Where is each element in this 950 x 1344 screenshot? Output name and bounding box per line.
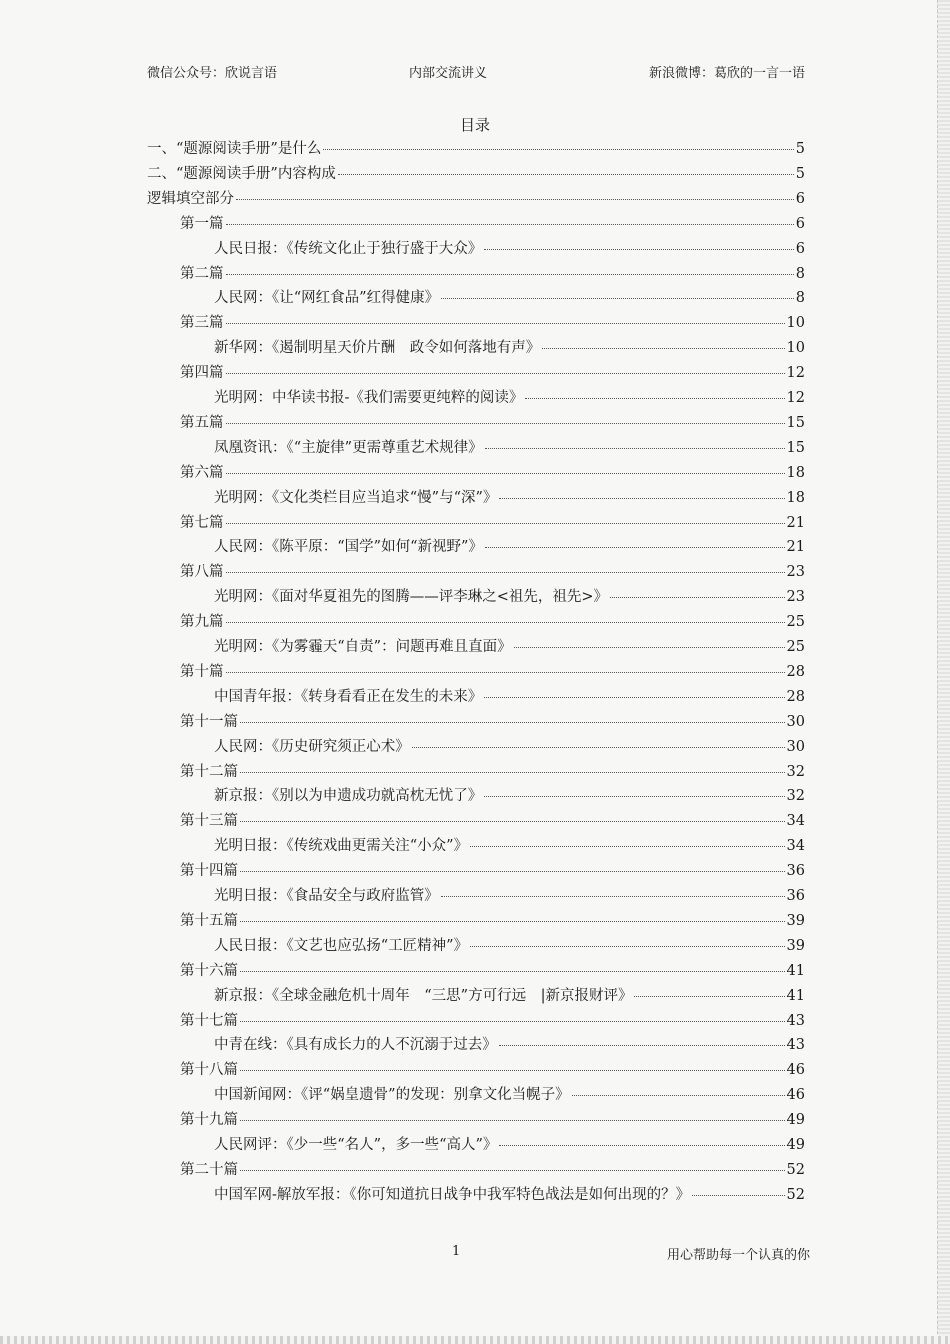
toc-dot-leader — [485, 448, 785, 449]
toc-entry-label: 第十二篇 — [180, 763, 238, 780]
toc-dot-leader — [499, 498, 784, 499]
page-bottom-edge — [0, 1336, 950, 1344]
toc-dot-leader — [226, 672, 785, 673]
toc-entry[interactable] — [180, 1158, 805, 1180]
toc-entry-label: 光明网：《文化类栏目应当追求“慢”与“深”》 — [214, 489, 498, 506]
toc-entry[interactable] — [214, 884, 805, 906]
toc-entry-page: 49 — [786, 1112, 805, 1129]
toc-dot-leader — [484, 796, 784, 797]
toc-entry[interactable] — [180, 411, 805, 433]
toc-dot-leader — [441, 896, 785, 897]
toc-entry-page: 28 — [786, 663, 805, 680]
toc-dot-leader — [226, 224, 794, 225]
toc-entry[interactable] — [180, 361, 805, 383]
toc-entry-page: 49 — [786, 1137, 805, 1153]
page-number: 1 — [452, 1244, 461, 1259]
toc-entry-label: 第十八篇 — [180, 1062, 238, 1079]
toc-entry-label: 新京报：《全球金融危机十周年 “三思”方可行远 |新京报财评》 — [214, 987, 633, 1004]
toc-entry[interactable] — [180, 560, 805, 582]
toc-entry[interactable] — [214, 336, 805, 358]
toc-entry-label: 一、“题源阅读手册”是什么 — [147, 141, 322, 157]
toc-entry[interactable] — [180, 1108, 805, 1130]
toc-dot-leader — [240, 821, 785, 822]
toc-entry-page: 43 — [786, 1012, 805, 1029]
toc-dot-leader — [514, 647, 785, 648]
toc-entry-page: 23 — [786, 589, 805, 606]
toc-entry-label: 人民网：《历史研究须正心术》 — [214, 738, 410, 755]
toc-entry[interactable] — [180, 262, 805, 284]
toc-entry-page: 21 — [786, 514, 805, 531]
toc-entry-page: 6 — [795, 215, 805, 232]
toc-entry-label: 中青在线：《具有成长力的人不沉溺于过去》 — [214, 1037, 497, 1054]
toc-entry-page: 32 — [786, 788, 805, 805]
toc-entry-label: 中国青年报：《转身看看正在发生的未来》 — [214, 688, 483, 705]
toc-entry-page: 36 — [786, 863, 805, 880]
toc-entry-label: 光明日报：《传统戏曲更需关注“小众”》 — [214, 838, 469, 855]
toc-entry[interactable] — [180, 212, 805, 234]
toc-entry-page: 39 — [786, 912, 805, 929]
toc-entry-label: 第十四篇 — [180, 863, 238, 880]
toc-dot-leader — [525, 398, 784, 399]
toc-dot-leader — [499, 1145, 784, 1146]
toc-entry[interactable] — [180, 311, 805, 333]
toc-entry-label: 中国军网-解放军报：《你可知道抗日战争中我军特色战法是如何出现的？》 — [214, 1186, 691, 1203]
toc-entry[interactable] — [180, 959, 805, 981]
toc-dot-leader — [499, 1045, 785, 1046]
toc-dot-leader — [610, 597, 785, 598]
toc-entry-page: 6 — [795, 190, 805, 207]
toc-entry-label: 第十篇 — [180, 663, 224, 680]
toc-entry-page: 12 — [786, 365, 805, 382]
toc-entry-page: 12 — [786, 390, 805, 406]
toc-entry-page: 6 — [795, 240, 805, 257]
toc-entry-label: 第六篇 — [180, 464, 224, 481]
header-center-title: 内部交流讲义 — [409, 66, 488, 81]
page-header — [147, 62, 805, 82]
toc-entry-page: 36 — [786, 888, 805, 904]
toc-entry-label: 人民日报：《文艺也应弘扬“工匠精神”》 — [214, 937, 469, 954]
toc-entry-page: 5 — [795, 165, 805, 182]
toc-entry-label: 中国新闻网：《评“娲皇遗骨”的发现：别拿文化当幌子》 — [214, 1087, 570, 1104]
toc-entry[interactable] — [214, 1033, 805, 1055]
toc-entry-page: 41 — [786, 962, 805, 979]
toc-entry-label: 第十六篇 — [180, 962, 238, 979]
toc-dot-leader — [226, 274, 794, 275]
toc-entry[interactable] — [214, 237, 805, 259]
toc-entry[interactable] — [180, 660, 805, 682]
toc-dot-leader — [236, 199, 794, 200]
toc-dot-leader — [412, 747, 785, 748]
toc-dot-leader — [240, 1021, 785, 1022]
toc-entry-page: 25 — [786, 614, 805, 631]
toc-entry[interactable] — [214, 1133, 805, 1155]
toc-entry-label: 新京报：《别以为申遗成功就高枕无忧了》 — [214, 788, 483, 805]
toc-entry-page: 41 — [786, 987, 805, 1004]
toc-entry-label: 第三篇 — [180, 315, 224, 332]
toc-entry-page: 18 — [786, 489, 805, 506]
toc-entry-page: 46 — [786, 1062, 805, 1079]
toc-dot-leader — [226, 373, 785, 374]
toc-dot-leader — [542, 348, 784, 349]
toc-entry[interactable] — [180, 511, 805, 533]
toc-entry-page: 15 — [786, 439, 805, 456]
toc-entry-label: 第十一篇 — [180, 713, 238, 730]
toc-entry-label: 人民网：《陈平原：“国学”如何“新视野”》 — [214, 539, 483, 556]
toc-entry[interactable] — [147, 137, 805, 159]
toc-entry-page: 5 — [795, 141, 805, 157]
toc-entry[interactable] — [180, 859, 805, 881]
toc-entry[interactable] — [214, 1183, 805, 1205]
toc-entry-page: 10 — [786, 340, 805, 357]
toc-entry[interactable] — [214, 286, 805, 308]
toc-entry[interactable] — [214, 784, 805, 806]
toc-entry-page: 34 — [786, 838, 805, 855]
toc-entry-label: 第四篇 — [180, 365, 224, 382]
toc-entry-label: 光明日报：《食品安全与政府监管》 — [214, 888, 439, 904]
toc-entry-label: 凤凰资讯：《“主旋律”更需尊重艺术规律》 — [214, 439, 483, 456]
toc-entry-label: 第十七篇 — [180, 1012, 238, 1029]
toc-dot-leader — [692, 1195, 784, 1196]
toc-entry-page: 43 — [786, 1037, 805, 1054]
toc-entry[interactable] — [180, 809, 805, 831]
toc-dot-leader — [240, 971, 785, 972]
toc-entry-page: 52 — [786, 1186, 805, 1203]
toc-title: 目录 — [459, 116, 490, 134]
toc-entry-label: 第二十篇 — [180, 1161, 238, 1178]
toc-dot-leader — [240, 1120, 785, 1121]
toc-entry[interactable] — [180, 1058, 805, 1080]
toc-entry[interactable] — [214, 386, 805, 408]
toc-dot-leader — [226, 323, 785, 324]
toc-dot-leader — [226, 423, 785, 424]
toc-dot-leader — [338, 174, 794, 175]
toc-entry-page: 8 — [795, 290, 805, 307]
toc-dot-leader — [240, 722, 785, 723]
toc-entry[interactable] — [180, 610, 805, 632]
toc-entry-label: 第一篇 — [180, 215, 224, 232]
toc-dot-leader — [240, 772, 785, 773]
toc-entry[interactable] — [180, 1009, 805, 1031]
toc-entry[interactable] — [214, 685, 805, 707]
toc-entry[interactable] — [214, 984, 805, 1006]
toc-entry[interactable] — [180, 461, 805, 483]
toc-entry-label: 第五篇 — [180, 414, 224, 431]
toc-entry-page: 25 — [786, 639, 805, 655]
toc-entry-label: 第十五篇 — [180, 912, 238, 929]
toc-entry-page: 46 — [786, 1087, 805, 1104]
toc-dot-leader — [441, 298, 794, 299]
toc-entry-label: 人民网评：《少一些“名人”，多一些“高人”》 — [214, 1137, 498, 1153]
toc-dot-leader — [323, 149, 793, 150]
toc-entry[interactable] — [147, 187, 805, 209]
toc-entry-label: 新华网：《遏制明星天价片酬 政令如何落地有声》 — [214, 340, 541, 357]
toc-entry-page: 8 — [795, 265, 805, 282]
toc-entry-page: 15 — [786, 414, 805, 431]
toc-dot-leader — [226, 572, 785, 573]
toc-dot-leader — [240, 1070, 785, 1071]
toc-entry-label: 第七篇 — [180, 514, 224, 531]
toc-dot-leader — [470, 946, 784, 947]
header-wechat: 微信公众号：欣说言语 — [147, 66, 278, 81]
toc-dot-leader — [240, 1170, 785, 1171]
toc-dot-leader — [226, 622, 785, 623]
toc-entry-page: 21 — [786, 539, 805, 556]
toc-entry[interactable] — [180, 909, 805, 931]
page-edge-shadow — [937, 0, 950, 1344]
toc-entry-page: 30 — [786, 713, 805, 730]
toc-entry[interactable] — [214, 635, 805, 657]
toc-entry-page: 34 — [786, 813, 805, 830]
toc-entry[interactable] — [214, 934, 805, 956]
toc-entry[interactable] — [214, 535, 805, 557]
toc-dot-leader — [484, 249, 794, 250]
toc-dot-leader — [572, 1095, 785, 1096]
toc-entry[interactable] — [214, 585, 805, 607]
toc-entry[interactable] — [147, 162, 805, 184]
toc-dot-leader — [240, 871, 785, 872]
toc-entry-page: 18 — [786, 464, 805, 481]
toc-dot-leader — [226, 473, 785, 474]
toc-entry-page: 10 — [786, 315, 805, 332]
page-footer — [0, 1244, 950, 1264]
toc-entry-label: 第十三篇 — [180, 813, 238, 830]
toc-entry-label: 人民网：《让“网红食品”红得健康》 — [214, 290, 440, 307]
toc-entry-label: 光明网：中华读书报-《我们需要更纯粹的阅读》 — [214, 390, 524, 406]
toc-dot-leader — [240, 921, 785, 922]
toc-entry-page: 32 — [786, 763, 805, 780]
toc-entry-page: 28 — [786, 688, 805, 705]
toc-entry-page: 30 — [786, 738, 805, 755]
footer-slogan: 用心帮助每一个认真的你 — [666, 1248, 810, 1263]
toc-entry-page: 52 — [786, 1161, 805, 1178]
toc-entry-label: 第八篇 — [180, 564, 224, 581]
toc-entry-label: 二、“题源阅读手册”内容构成 — [147, 165, 336, 182]
toc-dot-leader — [485, 547, 785, 548]
toc-entry-label: 第十九篇 — [180, 1112, 238, 1129]
toc-entry-label: 光明网：《面对华夏祖先的图腾——评李琳之<祖先，祖先>》 — [214, 589, 609, 606]
toc-entry[interactable] — [214, 735, 805, 757]
toc-dot-leader — [484, 697, 784, 698]
toc-entry-label: 逻辑填空部分 — [147, 190, 234, 207]
toc-entry-label: 人民日报：《传统文化止于独行盛于大众》 — [214, 240, 483, 257]
toc-entry-label: 第九篇 — [180, 614, 224, 631]
toc-dot-leader — [634, 996, 784, 997]
toc-entry[interactable] — [180, 710, 805, 732]
toc-dot-leader — [470, 846, 784, 847]
toc-dot-leader — [226, 523, 785, 524]
toc-entry[interactable] — [214, 486, 805, 508]
toc-entry-label: 光明网：《为雾霾天“自责”：问题再难且直面》 — [214, 639, 512, 655]
header-weibo: 新浪微博：葛欣的一言一语 — [648, 66, 805, 81]
toc-entry[interactable] — [214, 436, 805, 458]
toc-entry-page: 39 — [786, 937, 805, 954]
toc-entry[interactable] — [214, 834, 805, 856]
toc-entry-page: 23 — [786, 564, 805, 581]
toc-entry[interactable] — [214, 1083, 805, 1105]
toc-entry[interactable] — [180, 760, 805, 782]
toc-entry-label: 第二篇 — [180, 265, 224, 282]
